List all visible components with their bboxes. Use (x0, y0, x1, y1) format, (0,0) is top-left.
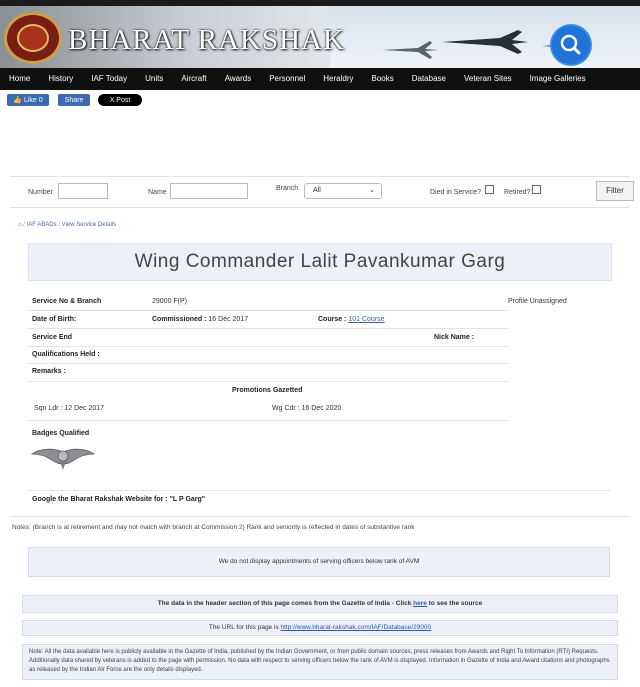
google-search-text[interactable]: Google the Bharat Rakshak Website for : "L P Garg" (32, 496, 206, 503)
officer-name-panel (28, 243, 612, 281)
nav-heraldry[interactable]: Heraldry (323, 74, 354, 83)
facebook-like-button[interactable]: 👍 Like 0 (7, 94, 49, 106)
site-title[interactable]: BHARAT RAKSHAK (68, 24, 345, 56)
course-field: Course : 101 Course (318, 316, 385, 323)
jet-icon (380, 38, 440, 60)
nav-books[interactable]: Books (371, 74, 394, 83)
number-label: Number (28, 189, 53, 196)
nav-units[interactable]: Units (145, 74, 164, 83)
nav-awards[interactable]: Awards (224, 74, 252, 83)
sqn-ldr-value: 12 Dec 2017 (64, 405, 105, 412)
page-url-link[interactable]: http://www.bharat-rakshak.com/IAF/Database/29000 (280, 624, 432, 631)
commissioned-field: Commissioned : 16 Dec 2017 (152, 316, 249, 323)
nav-history[interactable]: History (48, 74, 74, 83)
nickname-label: Nick Name : (434, 334, 475, 341)
divider (28, 310, 508, 311)
search-filter-bar (10, 176, 630, 208)
gazette-link[interactable]: here (413, 600, 427, 607)
divider (28, 490, 610, 491)
sqn-ldr-promotion (34, 405, 104, 412)
died-label: Died in Service? (430, 189, 481, 196)
no-display-notice: We do not display appointments of serving officers below rank of AVM (28, 547, 610, 577)
branch-label: Branch (276, 185, 299, 192)
branch-note: Notes: (Branch is at retirement and may not match with branch at Commission 2) Rank and seniority is reflected in dates of substantive rank (12, 524, 415, 531)
breadcrumb-view-service[interactable]: View Service Details (61, 222, 117, 228)
badges-label: Badges Qualified (32, 430, 90, 437)
breadcrumb-separator: / (23, 222, 27, 228)
url-prefix: The URL for this page is (208, 624, 279, 631)
site-banner (0, 6, 640, 68)
nav-personnel[interactable]: Personnel (269, 74, 306, 83)
profile-status: Profile Unassigned (508, 298, 567, 305)
divider (10, 516, 630, 517)
x-post-button[interactable]: X Post (98, 94, 142, 106)
name-label: Name (148, 189, 167, 196)
wg-cdr-promotion (272, 405, 341, 412)
officer-name: Wing Commander Lalit Pavankumar Garg (134, 251, 506, 272)
breadcrumb-abads[interactable]: IAF ABADs (26, 222, 57, 228)
nav-iaf-today[interactable]: IAF Today (91, 74, 128, 83)
service-value: 29000 F(P) (152, 298, 188, 305)
gazette-source-box (22, 595, 618, 613)
divider (28, 420, 508, 421)
retired-label: Retired? (504, 189, 531, 196)
number-input[interactable] (58, 183, 108, 199)
nav-home[interactable]: Home (9, 74, 31, 83)
crest-logo-inner (17, 24, 49, 52)
divider (28, 363, 508, 364)
jet-icon (440, 26, 530, 56)
qualifications-label: Qualifications Held : (32, 351, 100, 358)
chevron-down-icon: ⌄ (369, 187, 375, 194)
search-button[interactable] (552, 26, 590, 64)
breadcrumb (18, 222, 116, 228)
pilot-wings-badge-icon (30, 442, 96, 472)
divider (28, 381, 508, 382)
divider (28, 328, 508, 329)
dob-label: Date of Birth: (32, 316, 77, 323)
remarks-label: Remarks : (32, 368, 66, 375)
retired-checkbox[interactable] (532, 185, 541, 194)
nav-image-galleries[interactable]: Image Galleries (529, 74, 586, 83)
nav-aircraft[interactable]: Aircraft (181, 74, 207, 83)
wg-cdr-label: Wg Cdr : (272, 405, 300, 412)
branch-select[interactable] (304, 183, 382, 199)
wg-cdr-value: 16 Dec 2020 (301, 405, 342, 412)
commissioned-value: 16 Dec 2017 (208, 316, 249, 323)
nav-veteran-sites[interactable]: Veteran Sites (463, 74, 512, 83)
facebook-share-button[interactable]: Share (58, 94, 90, 106)
main-nav (0, 68, 640, 90)
nav-database[interactable]: Database (411, 74, 446, 83)
name-input[interactable] (170, 183, 248, 199)
promotions-heading: Promotions Gazetted (232, 387, 303, 394)
breadcrumb-separator: / (58, 222, 62, 228)
divider (28, 346, 508, 347)
search-icon (552, 26, 590, 64)
branch-select-value: All (313, 187, 321, 194)
sqn-ldr-label: Sqn Ldr : (34, 405, 63, 412)
service-end-label: Service End (32, 334, 73, 341)
gazette-tail: to see the source (428, 600, 483, 607)
crest-logo[interactable] (4, 12, 62, 64)
data-source-footnote: Note: All the data available here is publicly available in the Gazette of India, published by the Indian Government, or from public domain sources, press releases from Awards and Right To Information (RTI) Requests. Additionally data shared by veterans is added to the page with permission. No data with respect to serving officers below the rank of AVM is displayed. Information in Gazette of India and Award citations and photographs as released by the Indian Air Force are the only details displayed. (22, 644, 618, 680)
filter-button[interactable]: Filter (596, 181, 634, 201)
gazette-text: The data in the header section of this page comes from the Gazette of India - Click (157, 600, 412, 607)
page-url-box (22, 620, 618, 636)
course-link[interactable]: 101 Course (348, 316, 385, 323)
died-checkbox[interactable] (485, 185, 494, 194)
home-icon[interactable]: ⌂ (18, 222, 22, 228)
service-label: Service No & Branch (32, 298, 102, 305)
